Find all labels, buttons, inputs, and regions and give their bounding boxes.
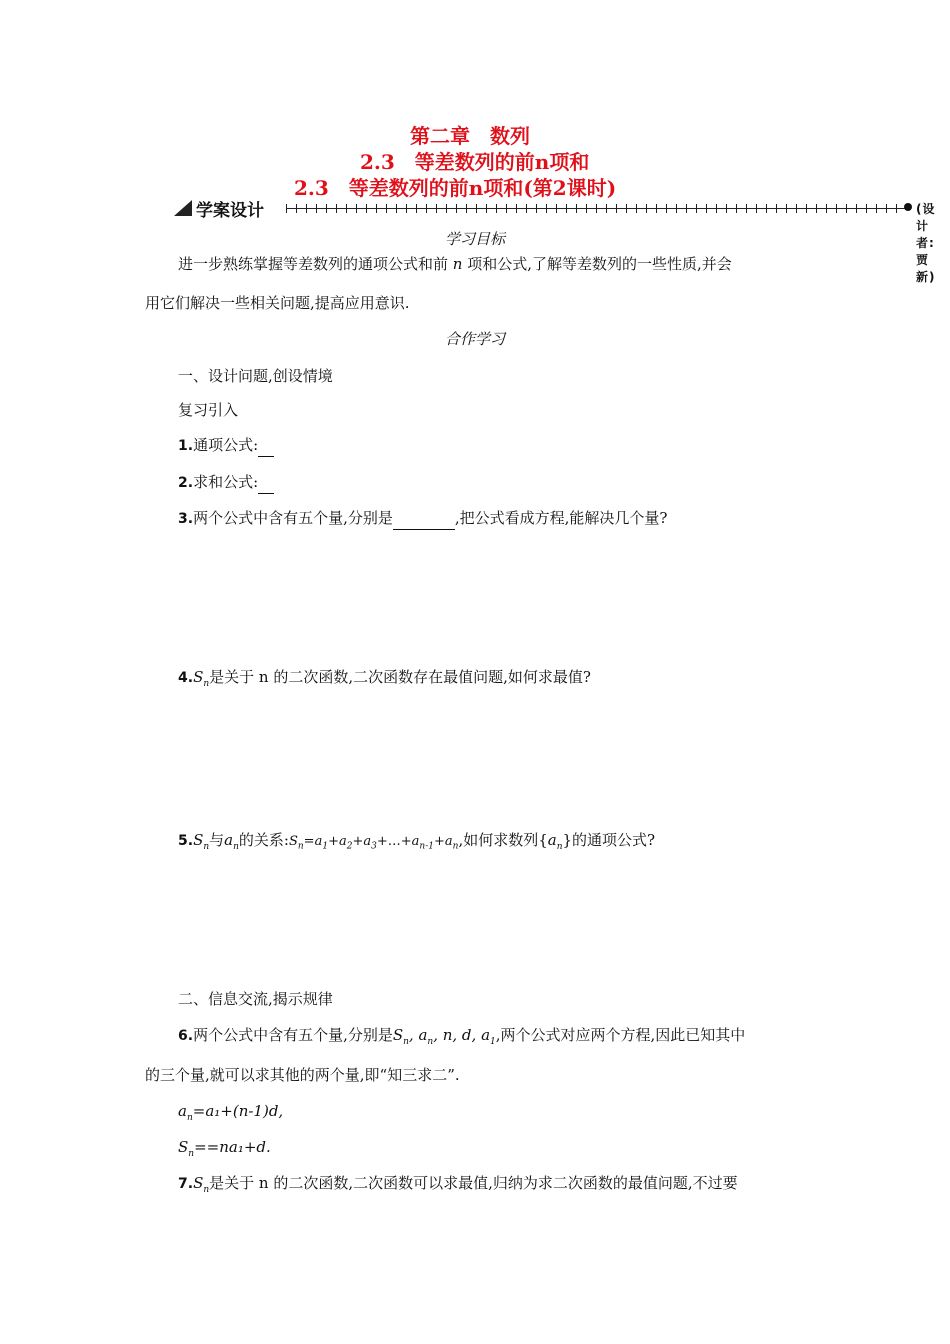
question-4: $4.S_n$是关于 n 的二次函数,二次函数存在最值问题,如何求最值? (178, 668, 591, 689)
review-heading: 复习引入 (178, 401, 239, 419)
answer-blank[interactable] (258, 434, 274, 457)
chapter-title: 第二章 数列 (410, 124, 530, 148)
answer-blank[interactable] (258, 471, 274, 494)
triangle-icon (174, 200, 192, 216)
goal-text-line2: 用它们解决一些相关问题,提高应用意识. (145, 294, 410, 312)
designer-credit: (设计者:贾 新) (916, 202, 943, 284)
question-3: 3.两个公式中含有五个量,分别是 ,把公式看成方程,能解决几个量? (178, 507, 667, 530)
goal-text-line1: 进一步熟练掌握等差数列的通项公式和前 n 项和公式,了解等差数列的一些性质,并会 (178, 255, 732, 273)
lesson-title: 2.3 等差数列的前n项和(第2课时) (294, 176, 617, 200)
part2-heading: 二、信息交流,揭示规律 (178, 990, 333, 1008)
banner-label: 学案设计 (196, 201, 264, 221)
section-title: 2.3 等差数列的前n项和 (360, 150, 590, 174)
question-5: $5.S_n$与$a_n$的关系$:S_n=a_1+a_2+a_3+\dots+a_{n-1}+a_n$,如何求数列$\{a_n\}$的通项公式? (178, 831, 656, 852)
question-2: 2.求和公式: (178, 471, 274, 494)
question-7: $7.S_n$是关于 n 的二次函数,二次函数可以求最值,归纳为求二次函数的最值问题,不过要 (178, 1174, 738, 1195)
goal-heading: 学习目标 (444, 230, 505, 248)
bullet-icon (904, 203, 912, 211)
question-6: 6.两个公式中含有五个量,分别是$S_n$, $a_n$, n, d, $a_1$,两个公式对应两个方程,因此已知其中 (178, 1026, 746, 1047)
formula-an: $a_n=a_1+(n-1)d$, (178, 1102, 284, 1123)
banner-ticks (286, 204, 906, 213)
part1-heading: 一、设计问题,创设情境 (178, 367, 333, 385)
question-6-cont: 的三个量,就可以求其他的两个量,即“知三求二”. (145, 1066, 460, 1084)
answer-blank[interactable] (393, 507, 455, 530)
formula-sn: $S_n==na_1+d$. (178, 1138, 271, 1159)
question-1: 1.通项公式: (178, 434, 274, 457)
coop-heading: 合作学习 (444, 330, 505, 348)
